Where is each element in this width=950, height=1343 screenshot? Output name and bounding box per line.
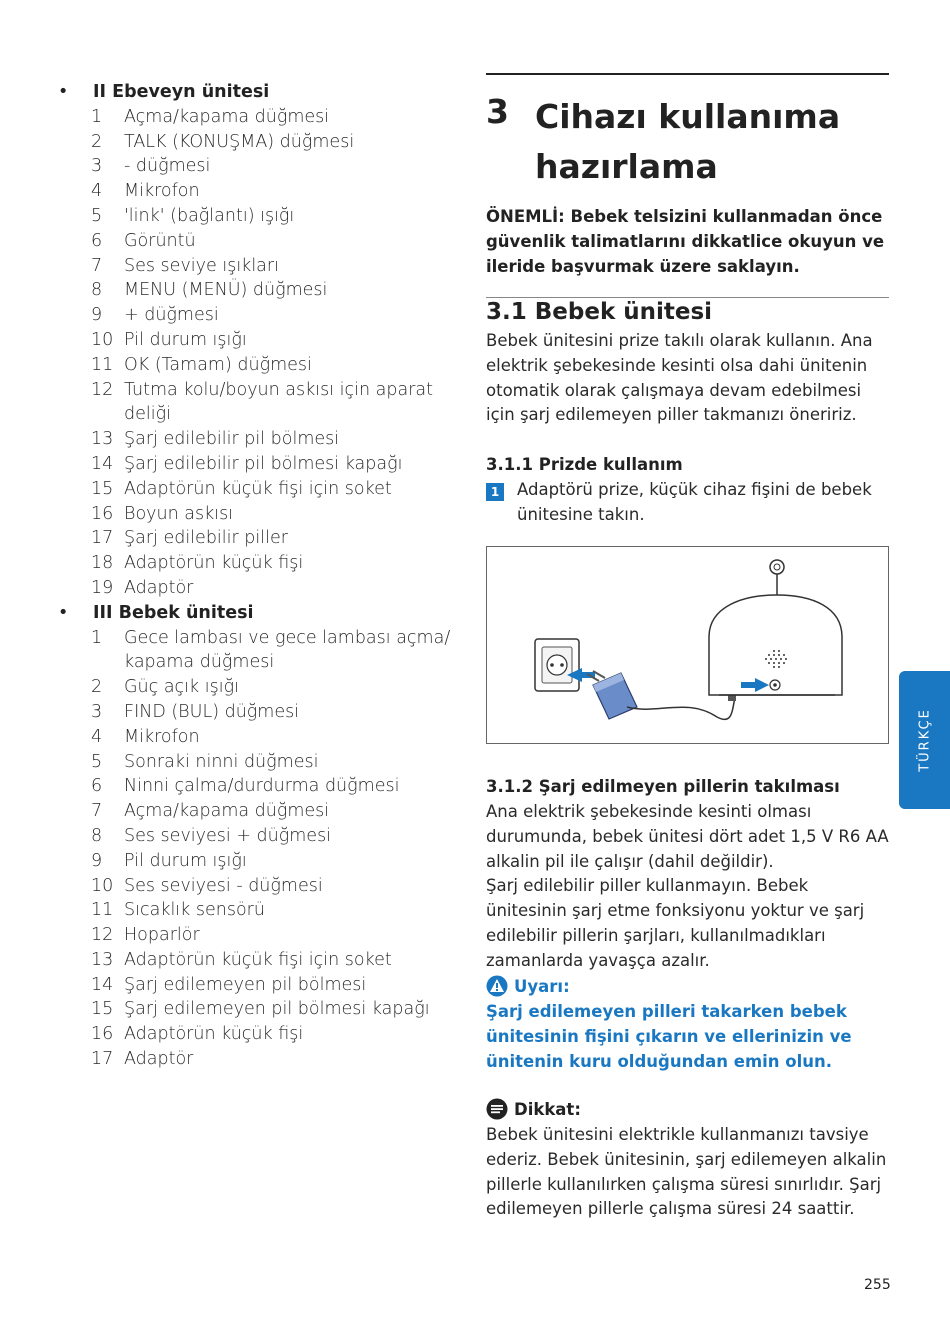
list-item-number: 18	[91, 553, 114, 574]
list-item-number: 2	[91, 131, 103, 152]
list-item-number: 10	[91, 329, 114, 350]
list-item-number: 7	[91, 255, 103, 276]
baby-unit-heading-text: III Bebek ünitesi	[93, 602, 254, 623]
list-item	[58, 948, 458, 973]
list-item	[58, 849, 458, 874]
list-item-number: 16	[91, 1024, 114, 1045]
list-item	[58, 254, 458, 279]
list-item-text: Ninni çalma/durdurma düğmesi	[124, 776, 400, 797]
warning-title: Uyarı:	[514, 976, 570, 996]
warning-triangle-icon	[486, 975, 508, 997]
list-item-text: Hoparlör	[124, 925, 200, 946]
list-item-text: OK (Tamam) düğmesi	[124, 354, 312, 375]
note-heading	[486, 1098, 581, 1120]
note-title: Dikkat:	[514, 1099, 581, 1119]
language-tab-label: TÜRKÇE	[917, 708, 932, 772]
top-divider	[486, 73, 889, 75]
batteries-text-1: Ana elektrik şebekesinde kesinti olması durumunda, bebek ünitesi dört adet 1,5 V R6 AA alkalin pil ile çalışır (dahil değildir).	[486, 802, 889, 871]
list-item	[58, 378, 458, 428]
section-paragraph: Bebek ünitesini prize takılı olarak kullanın. Ana elektrik şebekesinde kesinti olsa dahi ünitenin otomatik olarak çalışmaya devam edebilmesi için şarj edilemeyen piller takmanızı öneririz.	[486, 331, 873, 425]
list-item-text: Görüntü	[124, 230, 196, 251]
warning-heading	[486, 975, 570, 997]
list-item	[58, 997, 458, 1022]
list-item-number: 19	[91, 577, 114, 598]
bullet-dot-icon: •	[58, 82, 69, 102]
language-tab	[899, 671, 950, 809]
list-item-text: Ses seviyesi - düğmesi	[124, 875, 323, 896]
list-item	[58, 154, 458, 179]
list-item	[58, 130, 458, 155]
list-item-number: 13	[91, 949, 114, 970]
note-icon	[486, 1098, 508, 1120]
list-item	[58, 427, 458, 452]
list-item-number: 4	[91, 726, 103, 747]
list-item	[58, 824, 458, 849]
list-item-text: MENU (MENÜ) düğmesi	[124, 280, 328, 301]
list-item	[58, 353, 458, 378]
list-item-number: 10	[91, 875, 114, 896]
list-item-text: Açma/kapama düğmesi	[124, 801, 330, 822]
list-item-number: 12	[91, 925, 114, 946]
list-item-number: 11	[91, 354, 114, 375]
list-item-number: 5	[91, 205, 103, 226]
list-item	[58, 1047, 458, 1072]
list-item-text: Sonraki ninni düğmesi	[124, 751, 319, 772]
parent-unit-list	[58, 105, 458, 601]
chapter-title: Cihazı kullanıma hazırlama	[535, 97, 841, 186]
list-item	[58, 526, 458, 551]
list-item-number: 9	[91, 850, 103, 871]
list-item	[58, 328, 458, 353]
adapter-illustration	[486, 546, 889, 744]
list-item-number: 7	[91, 801, 103, 822]
bullet-dot-icon: •	[58, 602, 69, 623]
list-item-text: Gece lambası ve gece lambası açma/ kapama düğmesi	[124, 627, 451, 673]
list-item	[58, 179, 458, 204]
list-item-number: 17	[91, 1049, 114, 1070]
parent-unit-heading	[58, 80, 458, 105]
list-item-text: Adaptör	[124, 577, 194, 598]
important-notice: ÖNEMLİ: Bebek telsizini kullanmadan önce güvenlik talimatlarını dikkatlice okuyun ve ileride başvurmak üzere saklayın.	[486, 207, 885, 276]
list-item	[58, 1022, 458, 1047]
list-item-number: 6	[91, 776, 103, 797]
list-item	[58, 725, 458, 750]
list-item-text: Şarj edilebilir pil bölmesi kapağı	[124, 453, 403, 474]
baby-unit-icon	[709, 560, 842, 695]
list-item-text: Güç açık ışığı	[124, 677, 239, 698]
list-item-number: 15	[91, 478, 114, 499]
list-item-text: Pil durum ışığı	[124, 329, 247, 350]
list-item-number: 12	[91, 379, 114, 400]
list-item-text: Şarj edilebilir pil bölmesi	[124, 429, 340, 450]
adapter-cable	[627, 697, 735, 719]
subsection-title-mains: 3.1.1 Prizde kullanım	[486, 455, 683, 474]
adapter-diagram-svg	[487, 547, 888, 743]
list-item-text: TALK (KONUŞMA) düğmesi	[124, 131, 355, 152]
list-item-text: Boyun askısı	[124, 503, 234, 524]
list-item-text: Şarj edilemeyen pil bölmesi	[124, 974, 367, 995]
list-item	[58, 502, 458, 527]
list-item-number: 17	[91, 528, 114, 549]
list-item-text: Mikrofon	[124, 181, 200, 202]
list-item-text: Açma/kapama düğmesi	[124, 106, 330, 127]
list-item-number: 11	[91, 900, 114, 921]
list-item-text: Ses seviye ışıkları	[124, 255, 279, 276]
list-item-number: 1	[91, 627, 103, 648]
batteries-paragraph	[486, 800, 894, 974]
note-text: Bebek ünitesini elektrikle kullanmanızı tavsiye ederiz. Bebek ünitesinin, şarj edilemeyen alkalin pillerle kullanılırken çalışma süresi sınırlıdır. Şarj edilemeyen pillerle çalışma süresi 24 saattir.	[486, 1125, 887, 1219]
list-item-number: 8	[91, 825, 103, 846]
list-item-number: 16	[91, 503, 114, 524]
list-item-text: FIND (BUL) düğmesi	[124, 701, 300, 722]
list-item-text: Adaptörün küçük fişi	[124, 553, 304, 574]
list-item	[58, 675, 458, 700]
list-item-text: 'link' (bağlantı) ışığı	[124, 205, 295, 226]
parent-unit-heading-text: II Ebeveyn ünitesi	[93, 82, 270, 102]
list-item-text: Adaptörün küçük fişi	[124, 1024, 304, 1045]
list-item	[58, 626, 458, 676]
adapter-plug-icon	[587, 671, 637, 719]
list-item	[58, 799, 458, 824]
list-item-text: Tutma kolu/boyun askısı için aparat deliği	[124, 379, 434, 425]
list-item	[58, 874, 458, 899]
list-item-number: 3	[91, 701, 103, 722]
subsection-title-batteries: 3.1.2 Şarj edilmeyen pillerin takılması	[486, 777, 840, 796]
list-item-text: Adaptörün küçük fişi için soket	[124, 478, 392, 499]
list-item-text: Sıcaklık sensörü	[124, 900, 265, 921]
list-item	[58, 278, 458, 303]
wall-socket-icon	[535, 639, 579, 691]
baby-unit-list	[58, 626, 458, 1072]
list-item-text: + düğmesi	[124, 305, 219, 326]
list-item-number: 15	[91, 999, 114, 1020]
list-item-text: Mikrofon	[124, 726, 200, 747]
list-item-number: 9	[91, 305, 103, 326]
list-item-number: 1	[91, 106, 103, 127]
list-item-number: 2	[91, 677, 103, 698]
list-item-number: 8	[91, 280, 103, 301]
list-item-number: 4	[91, 181, 103, 202]
section-divider	[486, 297, 889, 298]
chapter-number: 3	[486, 92, 509, 131]
list-item-text: Adaptör	[124, 1049, 194, 1070]
list-item-number: 3	[91, 156, 103, 177]
list-item	[58, 551, 458, 576]
warning-text: Şarj edilemeyen pilleri takarken bebek ünitesinin fişini çıkarın ve ellerinizin ve ünitenin kuru olduğundan emin olun.	[486, 1002, 852, 1071]
component-list	[58, 80, 458, 1072]
list-item	[58, 303, 458, 328]
baby-unit-heading	[58, 601, 458, 626]
list-item-number: 6	[91, 230, 103, 251]
list-item-number: 5	[91, 751, 103, 772]
page-number: 255	[864, 1277, 891, 1293]
list-item-text: Şarj edilebilir piller	[124, 528, 288, 549]
list-item	[58, 105, 458, 130]
list-item-number: 14	[91, 453, 114, 474]
list-item	[58, 204, 458, 229]
list-item-number: 14	[91, 974, 114, 995]
list-item	[58, 750, 458, 775]
list-item	[58, 973, 458, 998]
list-item	[58, 452, 458, 477]
list-item-text: Şarj edilemeyen pil bölmesi kapağı	[124, 999, 430, 1020]
section-title: 3.1 Bebek ünitesi	[486, 299, 713, 325]
list-item	[58, 229, 458, 254]
list-item	[58, 700, 458, 725]
step-text: Adaptörü prize, küçük cihaz fişini de bebek ünitesine takın.	[517, 480, 872, 524]
list-item-text: Ses seviyesi + düğmesi	[124, 825, 332, 846]
list-item-text: Pil durum ışığı	[124, 850, 247, 871]
batteries-text-2: Şarj edilebilir piller kullanmayın. Bebek ünitesinin şarj etme fonksiyonu yoktur ve şarj edilebilir pillerin şarjları, kullanılmadıkları zamanlarda yavaşça azalır.	[486, 876, 865, 970]
list-item	[58, 923, 458, 948]
step-number-badge: 1	[486, 483, 504, 501]
list-item	[58, 898, 458, 923]
list-item	[58, 576, 458, 601]
list-item	[58, 477, 458, 502]
list-item-number: 13	[91, 429, 114, 450]
list-item-text: Adaptörün küçük fişi için soket	[124, 949, 392, 970]
list-item-text: - düğmesi	[124, 156, 211, 177]
list-item	[58, 774, 458, 799]
